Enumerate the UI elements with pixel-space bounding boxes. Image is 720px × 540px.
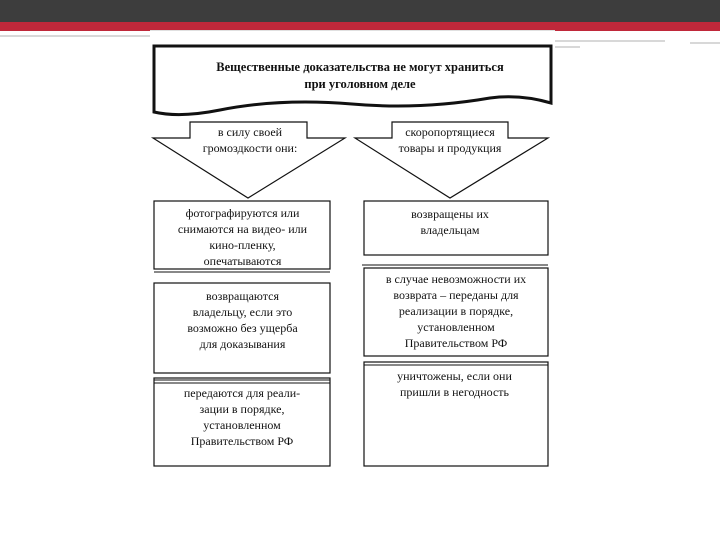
right-box-3-text: уничтожены, если они пришли в негодность xyxy=(397,369,512,399)
right-box-2-text: в случае невозможности их возврата – переданы для реализации в порядке, установленном Правительством РФ xyxy=(385,272,527,350)
left-box-3-text: передаются для реали-зации в порядке, установленном Правительством РФ xyxy=(183,386,301,448)
arrow-right-label: скоропортящиеся товары и продукция xyxy=(398,125,502,155)
diagram-title: Вещественные доказательства не могут храниться при уголовном деле xyxy=(216,60,504,91)
left-box-2-text: возвращаются владельцу, если это возможно без ущерба для доказывания xyxy=(187,289,298,351)
arrow-left-label: в силу своей громоздкости они: xyxy=(202,125,298,155)
left-box-1-text: фотографируются или снимаются на видео- или кино-пленку, опечатываются xyxy=(177,206,308,268)
right-box-1-text: возвращены их владельцам xyxy=(411,207,489,237)
